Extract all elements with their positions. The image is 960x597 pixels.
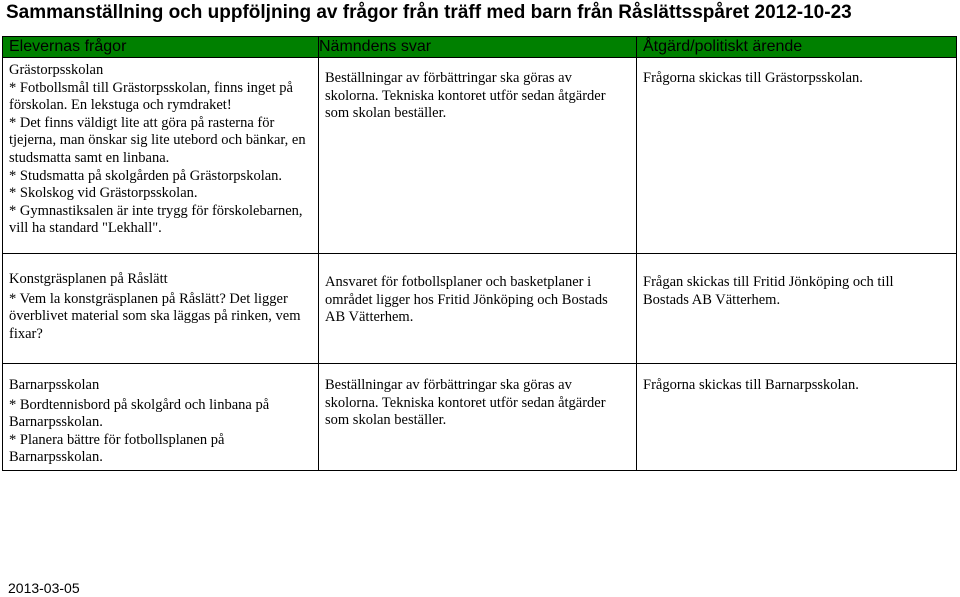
- action-line: Frågorna skickas till Grästorpsskolan.: [643, 70, 863, 86]
- response-line: AB Vätterhem.: [325, 309, 414, 326]
- response-line: som skolan beställer.: [325, 105, 447, 122]
- action-line: Frågan skickas till Fritid Jönköping och till: [643, 274, 894, 290]
- response-line: Beställningar av förbättringar ska göras av: [325, 70, 572, 86]
- response-line: skolorna. Tekniska kontoret utför sedan åtgärder: [325, 87, 606, 104]
- table-row: [3, 254, 957, 364]
- document-title: Sammanställning och uppföljning av frågor från träff med barn från Råslättsspåret 2012-10-23: [6, 2, 852, 23]
- question-line: * Studsmatta på skolgården på Grästorpskolan.: [9, 167, 283, 184]
- question-line: fixar?: [9, 325, 43, 342]
- header-board-response: Nämndens svar: [319, 37, 637, 58]
- question-line: överblivet material som ska läggas på rinken, vem: [9, 308, 301, 325]
- header-student-questions: Elevernas frågor: [3, 37, 319, 58]
- question-line: * Skolskog vid Grästorpsskolan.: [9, 185, 198, 202]
- question-line: tjejerna, man önskar sig lite utebord och bänkar, en: [9, 132, 306, 149]
- question-line: Barnarpsskolan.: [9, 449, 103, 466]
- question-line: * Det finns väldigt lite att göra på rasterna för: [9, 114, 275, 131]
- table-row: [3, 58, 957, 254]
- question-line: * Planera bättre för fotbollsplanen på: [9, 431, 225, 448]
- school-name: Grästorpsskolan: [9, 62, 104, 78]
- response-line: området ligger hos Fritid Jönköping och Bostads: [325, 291, 608, 308]
- school-name: Barnarpsskolan: [9, 377, 100, 393]
- response-line: Ansvaret för fotbollsplaner och basketplaner i: [325, 274, 592, 290]
- action-cell: [637, 364, 957, 471]
- response-cell: [319, 254, 637, 364]
- header-action: Åtgärd/politiskt ärende: [637, 37, 957, 58]
- follow-up-table: [2, 36, 957, 471]
- action-cell: [637, 58, 957, 254]
- response-line: som skolan beställer.: [325, 412, 447, 429]
- question-line: Barnarpsskolan.: [9, 414, 103, 431]
- response-line: Beställningar av förbättringar ska göras av: [325, 377, 572, 393]
- question-line: studsmatta samt en linbana.: [9, 149, 170, 166]
- action-line: Bostads AB Vätterhem.: [643, 291, 781, 308]
- questions-cell: [3, 58, 319, 254]
- table-row: [3, 364, 957, 471]
- question-line: förskolan. En lekstuga och rymdraket!: [9, 97, 232, 114]
- question-line: * Gymnastiksalen är inte trygg för förskolebarnen,: [9, 202, 303, 219]
- questions-cell: [3, 364, 319, 471]
- question-line: * Vem la konstgräsplanen på Råslätt? Det ligger: [9, 290, 288, 307]
- response-cell: [319, 58, 637, 254]
- question-line: * Bordtennisbord på skolgård och linbana på: [9, 396, 270, 413]
- response-line: skolorna. Tekniska kontoret utför sedan åtgärder: [325, 394, 606, 411]
- action-line: Frågorna skickas till Barnarpsskolan.: [643, 377, 859, 393]
- questions-cell: [3, 254, 319, 364]
- school-name: Konstgräsplanen på Råslätt: [9, 271, 168, 287]
- question-line: * Fotbollsmål till Grästorpsskolan, finns inget på: [9, 79, 293, 96]
- response-cell: [319, 364, 637, 471]
- footer-date: 2013-03-05: [8, 580, 80, 596]
- table-header-row: [3, 37, 957, 58]
- action-cell: [637, 254, 957, 364]
- question-line: vill ha standard "Lekhall".: [9, 220, 162, 237]
